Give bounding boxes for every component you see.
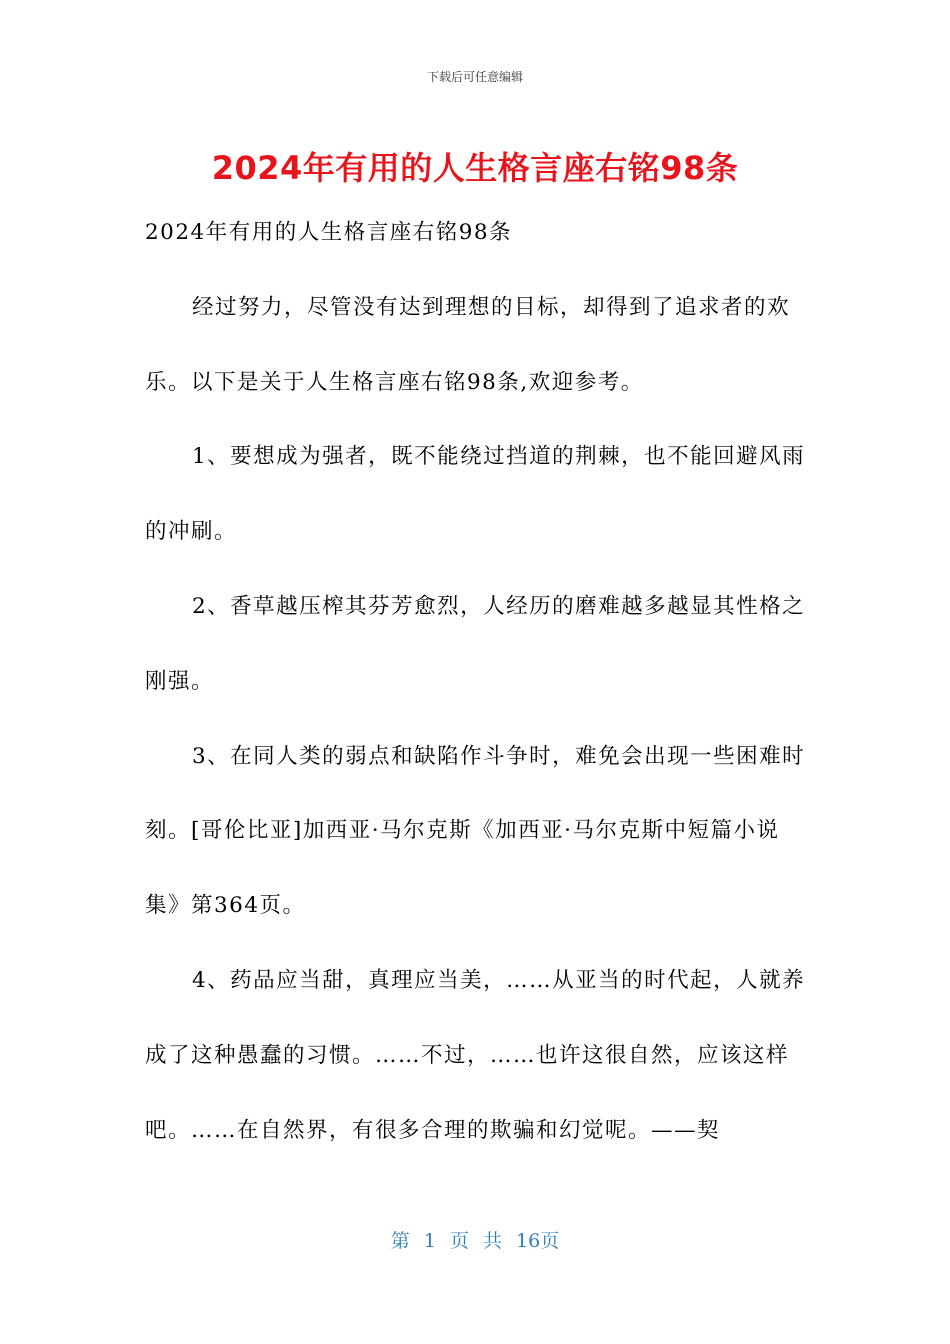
- document-body: [145, 196, 807, 1168]
- document-title: 2024年有用的人生格言座右铭98条: [211, 149, 739, 187]
- paragraph-item-1: 1、要想成为强者，既不能绕过挡道的荆棘，也不能回避风雨的冲刷。: [145, 444, 806, 545]
- paragraph-item-4: 4、药品应当甜，真理应当美，……从亚当的时代起，人就养成了这种愚蠢的习惯。……不过，……也许这很自然，应该这样吧。……在自然界，有很多合理的欺骗和幻觉呢。——契: [145, 967, 806, 1143]
- header-note: 下载后可任意编辑: [426, 70, 523, 84]
- paragraph-item-2: 2、香草越压榨其芬芳愈烈，人经历的磨难越多越显其性格之刚强。: [145, 593, 806, 694]
- paragraph-item-3: 3、在同人类的弱点和缺陷作斗争时，难免会出现一些困难时刻。[哥伦比亚]加西亚·马尔克斯《加西亚·马尔克斯中短篇小说集》第364页。: [145, 743, 806, 919]
- page-number-footer: 第 1 页 共 16页: [390, 1230, 560, 1252]
- subtitle-line: 2024年有用的人生格言座右铭98条: [145, 220, 513, 245]
- paragraph-intro: 经过努力，尽管没有达到理想的目标，却得到了追求者的欢乐。以下是关于人生格言座右铭98条,欢迎参考。: [145, 294, 791, 395]
